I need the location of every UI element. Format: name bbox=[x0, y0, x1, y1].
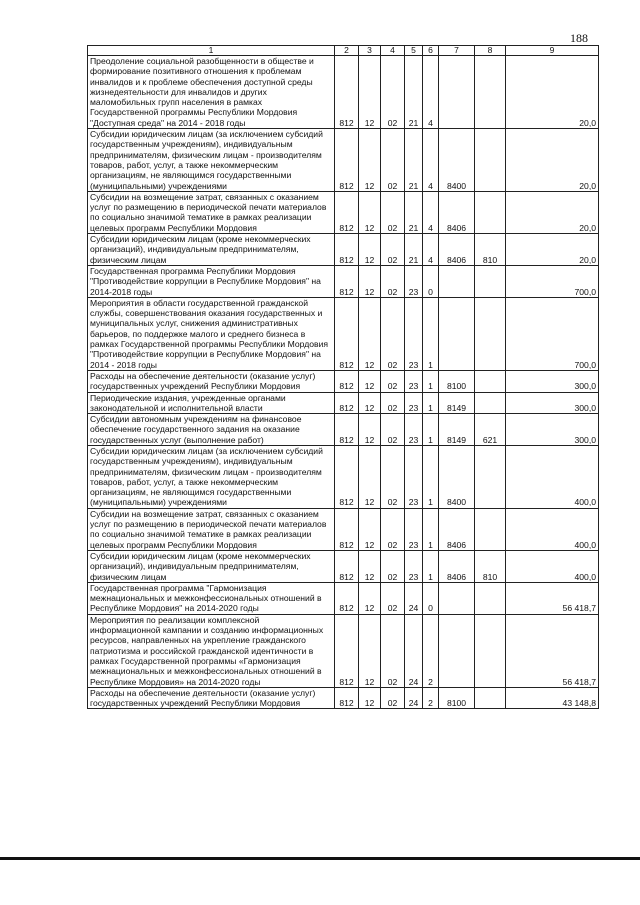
table-row bbox=[88, 550, 599, 582]
expense-type-cell bbox=[475, 582, 506, 614]
expense-type-cell bbox=[475, 508, 506, 550]
bottom-rule bbox=[0, 857, 640, 860]
header-row bbox=[88, 46, 599, 56]
program-cell: 21 bbox=[405, 129, 423, 192]
program-cell: 23 bbox=[405, 265, 423, 297]
amount-cell: 43 148,8 bbox=[506, 687, 599, 709]
subprogram-cell: 1 bbox=[423, 297, 439, 370]
amount-cell: 300,0 bbox=[506, 370, 599, 392]
subsection-cell: 02 bbox=[381, 56, 405, 129]
column-header: 8 bbox=[475, 46, 506, 56]
expense-type-cell bbox=[475, 297, 506, 370]
amount-cell: 56 418,7 bbox=[506, 582, 599, 614]
expense-type-cell bbox=[475, 265, 506, 297]
subprogram-cell: 2 bbox=[423, 614, 439, 687]
description-cell: Государственная программа Республики Мордовия "Противодействие коррупции в Республике Мордовия" на 2014-2018 годы bbox=[88, 265, 335, 297]
target-article-cell bbox=[439, 614, 475, 687]
subprogram-cell: 4 bbox=[423, 129, 439, 192]
ministry-code-cell: 812 bbox=[335, 508, 359, 550]
subprogram-cell: 4 bbox=[423, 191, 439, 233]
table-row bbox=[88, 129, 599, 192]
ministry-code-cell: 812 bbox=[335, 550, 359, 582]
description-cell: Субсидии юридическим лицам (за исключением субсидий государственным учреждениям), индивидуальным предпринимателям, физическим лицам - производителям товаров, работ, услуг, а также некоммерческим организациям, не являющимся государственными (муниципальными) учреждениями bbox=[88, 129, 335, 192]
table-row bbox=[88, 370, 599, 392]
description-cell: Субсидии юридическим лицам (кроме некоммерческих организаций), индивидуальным предпринимателям, физическим лицам bbox=[88, 234, 335, 266]
description-cell: Субсидии юридическим лицам (за исключением субсидий государственным учреждениям), индивидуальным предпринимателям, физическим лицам - производителям товаров, работ, услуг, а также некоммерческим организациям, не являющимся государственными (муниципальными) учреждениями bbox=[88, 445, 335, 508]
ministry-code-cell: 812 bbox=[335, 414, 359, 446]
subsection-cell: 02 bbox=[381, 508, 405, 550]
column-header: 5 bbox=[405, 46, 423, 56]
section-cell: 12 bbox=[359, 550, 381, 582]
subsection-cell: 02 bbox=[381, 297, 405, 370]
program-cell: 23 bbox=[405, 392, 423, 414]
ministry-code-cell: 812 bbox=[335, 392, 359, 414]
description-cell: Расходы на обеспечение деятельности (оказание услуг) государственных учреждений Республики Мордовия bbox=[88, 687, 335, 709]
subprogram-cell: 0 bbox=[423, 582, 439, 614]
section-cell: 12 bbox=[359, 414, 381, 446]
program-cell: 24 bbox=[405, 687, 423, 709]
expense-type-cell bbox=[475, 614, 506, 687]
description-cell: Мероприятия в области государственной гражданской службы, совершенствования оказания государственных и муниципальных услуг, снижения административных барьеров, по поддержке малого и среднего бизнеса в рамках Государственной программы Республики Мордовия "Противодействие коррупции в Республике Мордовия" на 2014 - 2018 годы bbox=[88, 297, 335, 370]
subsection-cell: 02 bbox=[381, 129, 405, 192]
section-cell: 12 bbox=[359, 508, 381, 550]
subprogram-cell: 4 bbox=[423, 56, 439, 129]
target-article-cell bbox=[439, 582, 475, 614]
table-row bbox=[88, 687, 599, 709]
section-cell: 12 bbox=[359, 687, 381, 709]
table-row bbox=[88, 614, 599, 687]
section-cell: 12 bbox=[359, 56, 381, 129]
subprogram-cell: 1 bbox=[423, 445, 439, 508]
target-article-cell bbox=[439, 297, 475, 370]
ministry-code-cell: 812 bbox=[335, 265, 359, 297]
program-cell: 21 bbox=[405, 191, 423, 233]
column-header: 2 bbox=[335, 46, 359, 56]
ministry-code-cell: 812 bbox=[335, 614, 359, 687]
ministry-code-cell: 812 bbox=[335, 191, 359, 233]
target-article-cell bbox=[439, 56, 475, 129]
column-header: 3 bbox=[359, 46, 381, 56]
ministry-code-cell: 812 bbox=[335, 129, 359, 192]
ministry-code-cell: 812 bbox=[335, 56, 359, 129]
amount-cell: 400,0 bbox=[506, 550, 599, 582]
column-header: 1 bbox=[88, 46, 335, 56]
table-row bbox=[88, 508, 599, 550]
table-row bbox=[88, 297, 599, 370]
column-header: 7 bbox=[439, 46, 475, 56]
subsection-cell: 02 bbox=[381, 370, 405, 392]
target-article-cell: 8100 bbox=[439, 370, 475, 392]
amount-cell: 700,0 bbox=[506, 297, 599, 370]
description-cell: Государственная программа "Гармонизация межнациональных и межконфессиональных отношений в Республике Мордовия" на 2014-2020 годы bbox=[88, 582, 335, 614]
program-cell: 24 bbox=[405, 614, 423, 687]
program-cell: 23 bbox=[405, 414, 423, 446]
table-row bbox=[88, 234, 599, 266]
subprogram-cell: 2 bbox=[423, 687, 439, 709]
program-cell: 23 bbox=[405, 508, 423, 550]
description-cell: Мероприятия по реализации комплексной информационной кампании и созданию информационных ресурсов, направленных на укрепление гражданского патриотизма и российской гражданской идентичности в рамках Государственной программы «Гармонизация межнациональных и межконфессиональных отношений в Республике Мордовия» на 2014-2020 годы bbox=[88, 614, 335, 687]
description-cell: Субсидии на возмещение затрат, связанных с оказанием услуг по размещению в периодической печати материалов по социально значимой тематике в рамках реализации целевых программ Республики Мордовия bbox=[88, 508, 335, 550]
target-article-cell: 8100 bbox=[439, 687, 475, 709]
expense-type-cell bbox=[475, 191, 506, 233]
section-cell: 12 bbox=[359, 129, 381, 192]
program-cell: 21 bbox=[405, 234, 423, 266]
description-cell: Расходы на обеспечение деятельности (оказание услуг) государственных учреждений Республики Мордовия bbox=[88, 370, 335, 392]
target-article-cell: 8149 bbox=[439, 392, 475, 414]
subprogram-cell: 4 bbox=[423, 234, 439, 266]
column-header: 6 bbox=[423, 46, 439, 56]
expense-type-cell: 810 bbox=[475, 550, 506, 582]
ministry-code-cell: 812 bbox=[335, 370, 359, 392]
program-cell: 23 bbox=[405, 550, 423, 582]
ministry-code-cell: 812 bbox=[335, 234, 359, 266]
program-cell: 24 bbox=[405, 582, 423, 614]
amount-cell: 20,0 bbox=[506, 129, 599, 192]
subprogram-cell: 1 bbox=[423, 392, 439, 414]
target-article-cell: 8406 bbox=[439, 508, 475, 550]
section-cell: 12 bbox=[359, 582, 381, 614]
table-row bbox=[88, 392, 599, 414]
table-row bbox=[88, 414, 599, 446]
subprogram-cell: 0 bbox=[423, 265, 439, 297]
table-row bbox=[88, 445, 599, 508]
subsection-cell: 02 bbox=[381, 414, 405, 446]
amount-cell: 20,0 bbox=[506, 191, 599, 233]
section-cell: 12 bbox=[359, 234, 381, 266]
program-cell: 23 bbox=[405, 445, 423, 508]
expense-type-cell bbox=[475, 370, 506, 392]
subsection-cell: 02 bbox=[381, 445, 405, 508]
program-cell: 23 bbox=[405, 370, 423, 392]
section-cell: 12 bbox=[359, 265, 381, 297]
ministry-code-cell: 812 bbox=[335, 582, 359, 614]
table-row bbox=[88, 265, 599, 297]
subprogram-cell: 1 bbox=[423, 550, 439, 582]
amount-cell: 56 418,7 bbox=[506, 614, 599, 687]
subprogram-cell: 1 bbox=[423, 370, 439, 392]
target-article-cell: 8400 bbox=[439, 129, 475, 192]
amount-cell: 300,0 bbox=[506, 414, 599, 446]
program-cell: 23 bbox=[405, 297, 423, 370]
subsection-cell: 02 bbox=[381, 550, 405, 582]
expense-type-cell bbox=[475, 56, 506, 129]
target-article-cell: 8406 bbox=[439, 234, 475, 266]
target-article-cell bbox=[439, 265, 475, 297]
subsection-cell: 02 bbox=[381, 265, 405, 297]
section-cell: 12 bbox=[359, 392, 381, 414]
page-number: 188 bbox=[570, 31, 588, 45]
amount-cell: 20,0 bbox=[506, 234, 599, 266]
expense-type-cell bbox=[475, 129, 506, 192]
target-article-cell: 8406 bbox=[439, 191, 475, 233]
subsection-cell: 02 bbox=[381, 392, 405, 414]
subsection-cell: 02 bbox=[381, 191, 405, 233]
description-cell: Субсидии юридическим лицам (кроме некоммерческих организаций), индивидуальным предпринимателям, физическим лицам bbox=[88, 550, 335, 582]
column-header: 9 bbox=[506, 46, 599, 56]
subprogram-cell: 1 bbox=[423, 414, 439, 446]
target-article-cell: 8149 bbox=[439, 414, 475, 446]
target-article-cell: 8400 bbox=[439, 445, 475, 508]
section-cell: 12 bbox=[359, 191, 381, 233]
subsection-cell: 02 bbox=[381, 687, 405, 709]
target-article-cell: 8406 bbox=[439, 550, 475, 582]
section-cell: 12 bbox=[359, 297, 381, 370]
amount-cell: 300,0 bbox=[506, 392, 599, 414]
subprogram-cell: 1 bbox=[423, 508, 439, 550]
expense-type-cell bbox=[475, 445, 506, 508]
budget-table bbox=[87, 45, 599, 709]
amount-cell: 20,0 bbox=[506, 56, 599, 129]
table-row bbox=[88, 582, 599, 614]
description-cell: Преодоление социальной разобщенности в обществе и формирование позитивного отношения к проблемам инвалидов и к проблеме обеспечения доступной среды жизнедеятельности для инвалидов и других маломобильных групп населения в рамках Государственной программы Республики Мордовия "Доступная среда" на 2014 - 2018 годы bbox=[88, 56, 335, 129]
subsection-cell: 02 bbox=[381, 234, 405, 266]
description-cell: Субсидии на возмещение затрат, связанных с оказанием услуг по размещению в периодической печати материалов по социально значимой тематике в рамках реализации целевых программ Республики Мордовия bbox=[88, 191, 335, 233]
column-header: 4 bbox=[381, 46, 405, 56]
table-row bbox=[88, 191, 599, 233]
expense-type-cell bbox=[475, 687, 506, 709]
description-cell: Периодические издания, учрежденные органами законодательной и исполнительной власти bbox=[88, 392, 335, 414]
expense-type-cell: 621 bbox=[475, 414, 506, 446]
table-row bbox=[88, 56, 599, 129]
section-cell: 12 bbox=[359, 445, 381, 508]
subsection-cell: 02 bbox=[381, 614, 405, 687]
ministry-code-cell: 812 bbox=[335, 445, 359, 508]
section-cell: 12 bbox=[359, 614, 381, 687]
amount-cell: 700,0 bbox=[506, 265, 599, 297]
section-cell: 12 bbox=[359, 370, 381, 392]
amount-cell: 400,0 bbox=[506, 508, 599, 550]
expense-type-cell bbox=[475, 392, 506, 414]
description-cell: Субсидии автономным учреждениям на финансовое обеспечение государственного задания на оказание государственных услуг (выполнение работ) bbox=[88, 414, 335, 446]
subsection-cell: 02 bbox=[381, 582, 405, 614]
amount-cell: 400,0 bbox=[506, 445, 599, 508]
ministry-code-cell: 812 bbox=[335, 297, 359, 370]
program-cell: 21 bbox=[405, 56, 423, 129]
ministry-code-cell: 812 bbox=[335, 687, 359, 709]
expense-type-cell: 810 bbox=[475, 234, 506, 266]
